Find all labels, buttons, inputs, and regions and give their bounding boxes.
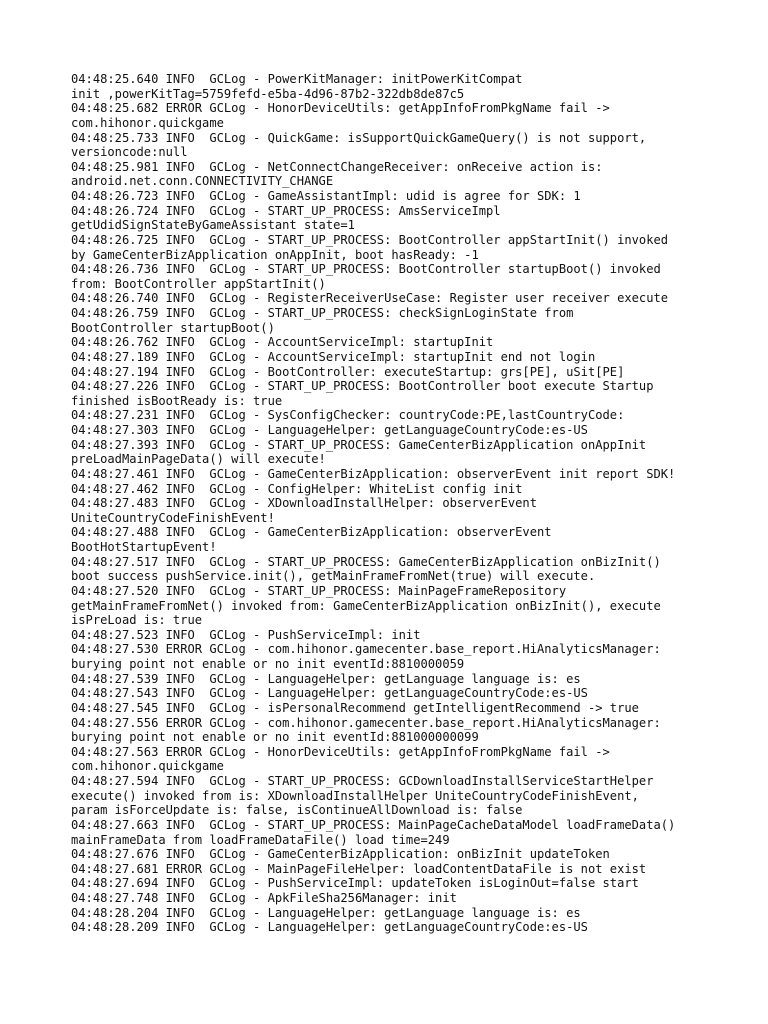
log-line: 04:48:25.640 INFO GCLog - PowerKitManager: initPowerKitCompat bbox=[71, 72, 523, 86]
log-line: 04:48:27.663 INFO GCLog - START_UP_PROCESS: MainPageCacheDataModel loadFrameData() bbox=[71, 817, 676, 832]
log-line: 04:48:27.676 INFO GCLog - GameCenterBizApplication: onBizInit updateToken bbox=[71, 847, 610, 862]
log-line: 04:48:26.725 INFO GCLog - START_UP_PROCESS: BootController appStartInit() invoked bbox=[71, 232, 669, 247]
log-line: 04:48:27.681 ERROR GCLog - MainPageFileHelper: loadContentDataFile is not exist bbox=[71, 861, 647, 876]
log-line: 04:48:27.488 INFO GCLog - GameCenterBizApplication: observerEvent bbox=[71, 525, 552, 540]
log-line: 04:48:26.723 INFO GCLog - GameAssistantImpl: udid is agree for SDK: 1 bbox=[71, 189, 581, 203]
log-line: finished isBootReady is: true bbox=[71, 393, 283, 408]
log-line: 04:48:26.724 INFO GCLog - START_UP_PROCESS: AmsServiceImpl bbox=[71, 203, 501, 218]
log-line: burying point not enable or no init eventId:881000000099 bbox=[71, 730, 479, 745]
log-line: 04:48:27.517 INFO GCLog - START_UP_PROCESS: GameCenterBizApplication onBizInit() bbox=[71, 554, 661, 569]
log-document bbox=[71, 72, 751, 935]
log-line: 04:48:26.736 INFO GCLog - START_UP_PROCESS: BootController startupBoot() invoked bbox=[71, 262, 661, 277]
log-line: 04:48:27.748 INFO GCLog - ApkFileSha256Manager: init bbox=[71, 891, 457, 905]
log-line: 04:48:27.539 INFO GCLog - LanguageHelper: getLanguage language is: es bbox=[71, 671, 581, 686]
log-line: 04:48:27.303 INFO GCLog - LanguageHelper: getLanguageCountryCode:es-US bbox=[71, 423, 588, 437]
log-line: 04:48:27.530 ERROR GCLog - com.hihonor.gamecenter.base_report.HiAnalyticsManager: bbox=[71, 642, 661, 657]
log-line: 04:48:26.759 INFO GCLog - START_UP_PROCESS: checkSignLoginState from bbox=[71, 306, 574, 320]
log-line: param isForceUpdate is: false, isContinueAllDownload is: false bbox=[71, 803, 523, 818]
log-line: 04:48:27.461 INFO GCLog - GameCenterBizApplication: observerEvent init report SDK! bbox=[71, 466, 676, 481]
log-line: 04:48:27.563 ERROR GCLog - HonorDeviceUtils: getAppInfoFromPkgName fail -> bbox=[71, 744, 610, 759]
log-line: isPreLoad is: true bbox=[71, 613, 203, 628]
log-line: versioncode:null bbox=[71, 145, 188, 160]
log-line: 04:48:27.194 INFO GCLog - BootController: executeStartup: grs[PE], uSit[PE] bbox=[71, 364, 625, 379]
log-line: BootController startupBoot() bbox=[71, 320, 275, 335]
log-line: by GameCenterBizApplication onAppInit, boot hasReady: -1 bbox=[71, 247, 479, 262]
log-line: 04:48:27.545 INFO GCLog - isPersonalRecommend getIntelligentRecommend -> true bbox=[71, 700, 639, 715]
log-line: com.hihonor.quickgame bbox=[71, 759, 224, 774]
log-line: 04:48:27.231 INFO GCLog - SysConfigChecker: countryCode:PE,lastCountryCode: bbox=[71, 408, 625, 423]
log-line: 04:48:27.694 INFO GCLog - PushServiceImpl: updateToken isLoginOut=false start bbox=[71, 876, 639, 891]
log-line: init ,powerKitTag=5759fefd-e5ba-4d96-87b2-322db8de87c5 bbox=[71, 86, 465, 101]
log-line: com.hihonor.quickgame bbox=[71, 115, 224, 130]
log-line: 04:48:28.204 INFO GCLog - LanguageHelper: getLanguage language is: es bbox=[71, 905, 581, 920]
log-line: 04:48:27.483 INFO GCLog - XDownloadInstallHelper: observerEvent bbox=[71, 496, 537, 511]
log-line: burying point not enable or no init eventId:8810000059 bbox=[71, 657, 465, 671]
log-line: preLoadMainPageData() will execute! bbox=[71, 452, 326, 467]
log-line: UniteCountryCodeFinishEvent! bbox=[71, 510, 275, 525]
log-line: from: BootController appStartInit() bbox=[71, 276, 326, 291]
log-line: 04:48:27.189 INFO GCLog - AccountServiceImpl: startupInit end not login bbox=[71, 349, 596, 364]
log-line: 04:48:27.543 INFO GCLog - LanguageHelper: getLanguageCountryCode:es-US bbox=[71, 686, 588, 701]
log-line: 04:48:25.981 INFO GCLog - NetConnectChangeReceiver: onReceive action is: bbox=[71, 159, 603, 174]
log-line: 04:48:25.682 ERROR GCLog - HonorDeviceUtils: getAppInfoFromPkgName fail -> bbox=[71, 101, 610, 116]
log-line: 04:48:27.523 INFO GCLog - PushServiceImpl: init bbox=[71, 627, 421, 642]
log-line: 04:48:26.740 INFO GCLog - RegisterReceiverUseCase: Register user receiver execute bbox=[71, 291, 669, 306]
log-line: BootHotStartupEvent! bbox=[71, 540, 217, 554]
log-line: 04:48:27.462 INFO GCLog - ConfigHelper: WhiteList config init bbox=[71, 481, 523, 496]
log-line: 04:48:25.733 INFO GCLog - QuickGame: isSupportQuickGameQuery() is not support, bbox=[71, 130, 647, 145]
log-line: getUdidSignStateByGameAssistant state=1 bbox=[71, 218, 355, 233]
log-line: getMainFrameFromNet() invoked from: GameCenterBizApplication onBizInit(), execute bbox=[71, 598, 661, 613]
log-line: 04:48:27.520 INFO GCLog - START_UP_PROCESS: MainPageFrameRepository bbox=[71, 583, 567, 598]
log-line: 04:48:26.762 INFO GCLog - AccountServiceImpl: startupInit bbox=[71, 335, 494, 350]
log-line: 04:48:28.209 INFO GCLog - LanguageHelper: getLanguageCountryCode:es-US bbox=[71, 920, 588, 935]
log-line: 04:48:27.393 INFO GCLog - START_UP_PROCESS: GameCenterBizApplication onAppInit bbox=[71, 437, 647, 452]
log-line: 04:48:27.594 INFO GCLog - START_UP_PROCESS: GCDownloadInstallServiceStartHelper bbox=[71, 774, 654, 788]
log-line: 04:48:27.556 ERROR GCLog - com.hihonor.gamecenter.base_report.HiAnalyticsManager: bbox=[71, 715, 661, 730]
log-line: 04:48:27.226 INFO GCLog - START_UP_PROCESS: BootController boot execute Startup bbox=[71, 379, 654, 394]
log-line: mainFrameData from loadFrameDataFile() load time=249 bbox=[71, 832, 450, 847]
log-line: boot success pushService.init(), getMainFrameFromNet(true) will execute. bbox=[71, 569, 596, 584]
log-line: android.net.conn.CONNECTIVITY_CHANGE bbox=[71, 174, 334, 189]
log-line: execute() invoked from is: XDownloadInstallHelper UniteCountryCodeFinishEvent, bbox=[71, 788, 639, 803]
